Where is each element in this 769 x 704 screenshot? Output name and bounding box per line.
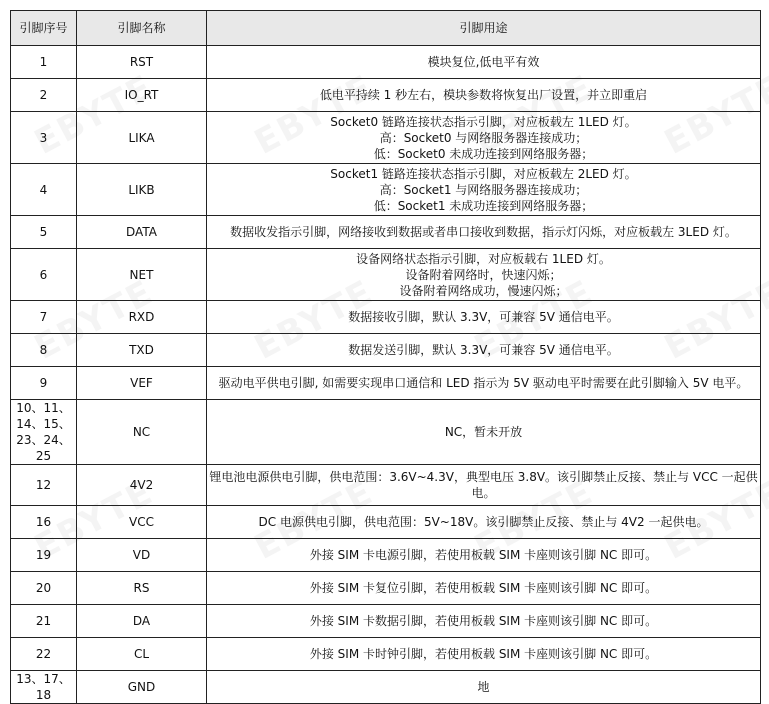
pin-usage-cell: [207, 112, 761, 164]
pin-usage-line: 数据收发指示引脚，网络接收到数据或者串口接收到数据，指示灯闪烁，对应板载左 3LED 灯。: [230, 225, 737, 239]
pin-usage-line: NC，暂未开放: [444, 425, 523, 439]
pin-usage-line: 设备附着网络时，快速闪烁；: [405, 267, 562, 282]
pin-usage-line: 设备网络状态指示引脚，对应板载右 1LED 灯。: [356, 251, 611, 266]
pin-usage-cell: [207, 164, 761, 216]
pin-table: [10, 10, 761, 704]
pin-number-cell: 3: [11, 112, 77, 164]
pin-usage-cell: [207, 46, 761, 79]
table-row: [11, 46, 761, 79]
pin-usage-line: 外接 SIM 卡电源引脚，若使用板载 SIM 卡座则该引脚 NC 即可。: [309, 548, 658, 562]
pin-number-cell: 6: [11, 249, 77, 301]
pin-number-cell: 20: [11, 572, 77, 605]
table-row: [11, 301, 761, 334]
table-row: [11, 638, 761, 671]
pin-name-cell: DA: [77, 605, 207, 638]
table-row: [11, 112, 761, 164]
table-row: [11, 367, 761, 400]
pin-usage-line: 高：Socket0 与网络服务器连接成功；: [379, 130, 588, 145]
pin-usage-line: Socket0 链路连接状态指示引脚，对应板载左 1LED 灯。: [330, 114, 637, 129]
pin-usage-line: 低：Socket0 未成功连接到网络服务器；: [373, 146, 594, 161]
pin-number-cell: 5: [11, 216, 77, 249]
table-row: [11, 216, 761, 249]
pin-number-cell: 4: [11, 164, 77, 216]
pin-number-cell: 1: [11, 46, 77, 79]
pin-name-cell: GND: [77, 671, 207, 704]
pin-usage-cell: [207, 465, 761, 506]
pin-usage-cell: [207, 400, 761, 465]
header-pin-number: 引脚序号: [11, 11, 77, 46]
pin-name-cell: RST: [77, 46, 207, 79]
pin-number-cell: 13、17、18: [11, 671, 77, 704]
table-header-row: [11, 11, 761, 46]
table-row: [11, 605, 761, 638]
table-row: [11, 400, 761, 465]
pin-usage-line: 地: [477, 680, 490, 694]
pin-usage-line: 锂电池电源供电引脚，供电范围：3.6V~4.3V，典型电压 3.8V。该引脚禁止反接、禁止与 VCC 一起供电。: [209, 470, 758, 500]
pin-usage-cell: [207, 216, 761, 249]
pin-usage-cell: [207, 638, 761, 671]
pin-usage-cell: [207, 334, 761, 367]
pin-usage-line: 数据发送引脚，默认 3.3V，可兼容 5V 通信电平。: [348, 343, 619, 357]
pin-number-cell: 22: [11, 638, 77, 671]
pin-usage-line: 低电平持续 1 秒左右，模块参数将恢复出厂设置，并立即重启: [319, 88, 648, 102]
pin-usage-cell: [207, 539, 761, 572]
pin-name-cell: VCC: [77, 506, 207, 539]
pin-usage-cell: [207, 367, 761, 400]
pin-usage-line: 数据接收引脚，默认 3.3V，可兼容 5V 通信电平。: [348, 310, 619, 324]
pin-number-cell: 9: [11, 367, 77, 400]
pin-usage-line: 设备附着网络成功，慢速闪烁；: [399, 283, 568, 298]
pin-number-cell: 19: [11, 539, 77, 572]
pin-number-cell: 10、11、14、15、23、24、25: [11, 400, 77, 465]
table-row: [11, 572, 761, 605]
table-row: [11, 79, 761, 112]
header-pin-usage: 引脚用途: [207, 11, 761, 46]
pin-name-cell: LIKB: [77, 164, 207, 216]
table-row: [11, 539, 761, 572]
pin-number-cell: 12: [11, 465, 77, 506]
pin-usage-line: 外接 SIM 卡数据引脚，若使用板载 SIM 卡座则该引脚 NC 即可。: [309, 614, 658, 628]
pin-usage-line: Socket1 链路连接状态指示引脚，对应板载左 2LED 灯。: [330, 166, 637, 181]
header-pin-name: 引脚名称: [77, 11, 207, 46]
pin-number-cell: 8: [11, 334, 77, 367]
table-body: [11, 46, 761, 704]
pin-name-cell: VEF: [77, 367, 207, 400]
pin-usage-line: 低：Socket1 未成功连接到网络服务器；: [373, 198, 594, 213]
pin-usage-cell: [207, 572, 761, 605]
pin-name-cell: NC: [77, 400, 207, 465]
pin-name-cell: RXD: [77, 301, 207, 334]
pin-number-cell: 16: [11, 506, 77, 539]
pin-name-cell: VD: [77, 539, 207, 572]
pin-usage-cell: [207, 671, 761, 704]
pin-name-cell: TXD: [77, 334, 207, 367]
pin-usage-cell: [207, 506, 761, 539]
pin-usage-cell: [207, 301, 761, 334]
pin-usage-line: 高：Socket1 与网络服务器连接成功；: [379, 182, 588, 197]
pin-usage-line: 驱动电平供电引脚, 如需要实现串口通信和 LED 指示为 5V 驱动电平时需要在此引脚输入 5V 电平。: [218, 376, 749, 390]
table-row: [11, 334, 761, 367]
table-row: [11, 164, 761, 216]
pin-usage-line: 模块复位,低电平有效: [427, 55, 540, 69]
table-row: [11, 465, 761, 506]
pin-name-cell: NET: [77, 249, 207, 301]
pin-name-cell: CL: [77, 638, 207, 671]
pin-name-cell: LIKA: [77, 112, 207, 164]
pin-name-cell: DATA: [77, 216, 207, 249]
pin-name-cell: RS: [77, 572, 207, 605]
pin-usage-cell: [207, 605, 761, 638]
table-row: [11, 671, 761, 704]
pin-number-cell: 7: [11, 301, 77, 334]
pin-number-cell: 2: [11, 79, 77, 112]
pin-number-cell: 21: [11, 605, 77, 638]
pin-usage-line: 外接 SIM 卡时钟引脚，若使用板载 SIM 卡座则该引脚 NC 即可。: [309, 647, 658, 661]
pin-name-cell: IO_RT: [77, 79, 207, 112]
pin-usage-line: 外接 SIM 卡复位引脚，若使用板载 SIM 卡座则该引脚 NC 即可。: [309, 581, 658, 595]
pin-usage-cell: [207, 249, 761, 301]
pin-usage-cell: [207, 79, 761, 112]
table-row: [11, 506, 761, 539]
pin-usage-line: DC 电源供电引脚，供电范围：5V~18V。该引脚禁止反接、禁止与 4V2 一起供电。: [258, 515, 709, 529]
table-row: [11, 249, 761, 301]
pin-name-cell: 4V2: [77, 465, 207, 506]
